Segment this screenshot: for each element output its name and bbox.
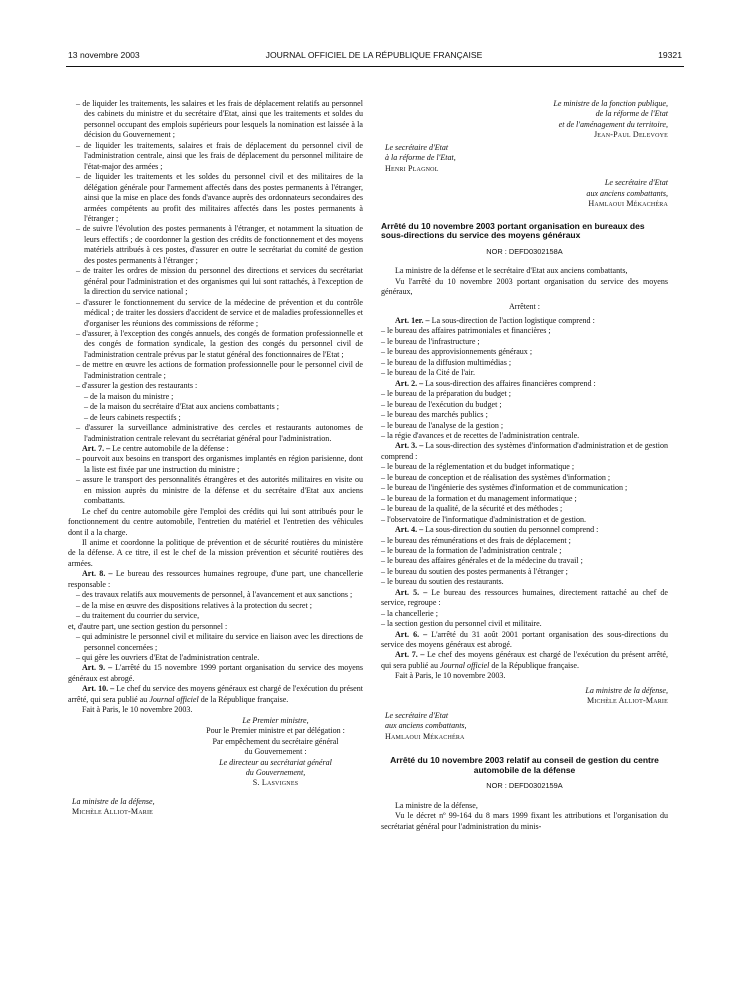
article-label: Art. 2. – (395, 378, 424, 388)
article-text: L'arrêté du 31 août 2001 portant organisation des sous-directions du service des moyens généraux est abrogé. (381, 629, 668, 650)
list-item: – le bureau de l'analyse de la gestion ; (381, 420, 504, 430)
list-item: – la régie d'avances et de recettes de l'administration centrale. (381, 430, 580, 440)
article-text: de la République française. (489, 660, 579, 670)
nor-reference: NOR : DEFD0302158A (486, 246, 563, 256)
list-item: – de leurs cabinets respectifs ; (84, 412, 181, 422)
list-item: – le bureau de l'ingénierie des systèmes d'information et de communication ; (381, 483, 628, 493)
list-item: – pourvoit aux besoins en transport des organismes implantés en région parisienne, dont la liste est fixée par une instruction du ministre ; (76, 454, 363, 474)
list-item: – qui administre le personnel civil et militaire du service en liaison avec les directions de personnel concernées ; (76, 632, 363, 652)
list-item: – le bureau de la formation et du management informatique ; (381, 493, 577, 503)
signature-block (381, 686, 668, 707)
article-6 (381, 630, 668, 651)
signature-block (381, 143, 668, 174)
article-text: La sous-direction du soutien du personnel comprend : (423, 525, 599, 535)
article-8 (68, 569, 363, 590)
article-text: Le chef du service des moyens généraux est chargé de l'exécution du présent arrêté, qui sera publié au (68, 684, 363, 704)
list-item: – le bureau de l'infrastructure ; (381, 336, 480, 346)
article-label: Art. 3. – (395, 441, 424, 451)
article-text: Le bureau des ressources humaines, directement rattaché au chef de service, regroupe : (381, 587, 669, 608)
list-item: – de liquider les traitements, les salaires et les frais de déplacement relatifs au personnel des cabinets du ministre et du secrétaire d'Etat, ainsi que les traitements et soldes du personnel occupant des emplois supérieurs pour lesquels la nomination est laissée à la décision du Gouvernement ; (76, 99, 363, 140)
spacer (68, 789, 363, 797)
list-item: – qui gère les ouvriers d'Etat de l'administration centrale. (76, 653, 260, 663)
signer-title: Le secrétaire d'Etat (385, 710, 449, 720)
paragraph: La ministre de la défense, (395, 800, 478, 810)
list-item: – le bureau de la diffusion multimédias ; (381, 357, 512, 367)
list-item: – le bureau des rémunérations et des frais de déplacement ; (381, 535, 571, 545)
list-item: – le bureau du soutien des restaurants. (381, 577, 504, 587)
page-header (0, 50, 748, 66)
article-5 (381, 588, 668, 609)
article-label: Art. 7. – (82, 443, 111, 453)
article-label: Art. 7. – (395, 650, 425, 660)
list-item: – le bureau de la préparation du budget ; (381, 389, 512, 399)
list-item: – de la maison du secrétaire d'Etat aux anciens combattants ; (84, 402, 279, 412)
signer-name: Michèle Alliot-Marie (72, 807, 154, 817)
signer-name: Michèle Alliot-Marie (586, 696, 668, 706)
article-9 (68, 663, 363, 684)
decree-title: Arrêté du 10 novembre 2003 relatif au conseil de gestion du centre automobile de la défense (390, 755, 659, 775)
right-column (381, 99, 668, 832)
signer-title: Le secrétaire d'Etat (604, 178, 668, 188)
article-text: La sous-direction des systèmes d'information d'administration et de gestion comprend : (381, 441, 668, 461)
signature-block (381, 711, 668, 742)
article-7 (68, 444, 363, 454)
signature-date: Fait à Paris, le 10 novembre 2003. (82, 705, 193, 715)
list-item: – le bureau des approvisionnements généraux ; (381, 347, 533, 357)
paragraph: et, d'autre part, une section gestion du personnel : (68, 621, 228, 631)
list-item: – la chancellerie ; (381, 608, 438, 618)
list-item: – de la mise en œuvre des dispositions relatives à la protection du secret ; (76, 600, 312, 610)
paragraph: La ministre de la défense et le secrétaire d'Etat aux anciens combattants, (395, 266, 628, 276)
article-4 (381, 525, 668, 535)
signer-title: Le secrétaire d'Etat (385, 142, 449, 152)
article-2 (381, 379, 668, 389)
signer-line: du Gouvernement, (245, 768, 306, 777)
list-item: – de traiter les ordres de mission du personnel des directions et services du secrétariat général pour l'administration et des organismes qui lui sont rattachés, à l'exception de la direction du service national ; (76, 266, 363, 297)
signer-name: Henri Plagnol (385, 163, 439, 173)
list-item: – le bureau de la réglementation et du budget informatique ; (381, 462, 575, 472)
list-item: – le bureau des affaires patrimoniales et financières ; (381, 326, 551, 336)
signer-title: à la réforme de l'Etat, (385, 153, 456, 163)
signature-date: Fait à Paris, le 10 novembre 2003. (395, 671, 506, 681)
list-item: – le bureau des affaires générales et de la médecine du travail ; (381, 556, 583, 566)
signer-line: du Gouvernement : (244, 747, 307, 757)
journal-name: Journal officiel (440, 660, 490, 670)
article-10 (68, 684, 363, 705)
list-item: – d'assurer la gestion des restaurants : (76, 381, 198, 391)
list-item: – d'assurer, à l'exception des congés annuels, des congés de formation professionnelle et des congés de formation syndicale, la gestion des congés du personnel civil de l'administration centrale prévus par le statut général des fonctionnaires de l'Etat ; (76, 328, 363, 359)
list-item: – de mettre en œuvre les actions de formation professionnelle pour le personnel civil de l'administration centrale ; (76, 360, 363, 380)
article-text: Le chef des moyens généraux est chargé de l'exécution du présent arrêté, qui sera publié au (381, 650, 669, 670)
list-item: – d'assurer la surveillance administrative des cercles et restaurants autonomes de l'administration centrale relevant du secrétariat général pour l'administration. (76, 423, 363, 443)
list-item: – le bureau de conception et de réalisation des systèmes d'information ; (381, 472, 611, 482)
article-text: L'arrêté du 15 novembre 1999 portant organisation du service des moyens généraux est abrogé. (68, 663, 364, 683)
article-1 (381, 316, 668, 326)
signer-title: aux anciens combattants, (385, 721, 467, 731)
article-text: La sous-direction de l'action logistique comprend : (429, 315, 595, 325)
signer-title: La ministre de la défense, (72, 796, 155, 806)
page-number: 19321 (658, 50, 682, 60)
article-label: Art. 8. – (82, 569, 113, 579)
signature-block (381, 99, 668, 141)
left-column (68, 99, 363, 818)
header-rule (66, 66, 684, 67)
signer-name: Hamlaoui Mékachéra (588, 199, 668, 209)
article-text: Le centre automobile de la défense : (110, 443, 229, 453)
nor-reference: NOR : DEFD0302159A (486, 781, 563, 791)
signer-name: S. Lasvignes (252, 778, 299, 788)
signer-title: de la réforme de l'Etat (595, 109, 668, 119)
list-item: – de liquider les traitements, salaires et frais de déplacement du personnel civil de l'administration centrale, ainsi que les frais de déplacement du personnel militaire de l'état-major des armées ; (76, 140, 363, 171)
signer-name: Jean-Paul Delevoye (593, 130, 668, 140)
list-item: – assure le transport des personnalités étrangères et des autorités militaires en visite ou en mission auprès du ministre de la défense et du secrétaire d'Etat aux anciens combattants. (76, 475, 363, 506)
list-item: – du traitement du courrier du service, (76, 611, 200, 621)
article-label: Art. 10. – (82, 684, 115, 694)
article-label: Art. 1er. – (395, 315, 430, 325)
article-label: Art. 6. – (395, 629, 428, 639)
paragraph: Il anime et coordonne la politique de prévention et de sécurité routières du ministère de la défense. A ce titre, il est le chef de la mission prévention et sécurité routières des armées. (68, 538, 363, 568)
list-item: – le bureau du soutien des postes permanents à l'étranger ; (381, 566, 568, 576)
list-item: – le bureau de la qualité, de la sécurité et des méthodes ; (381, 504, 563, 514)
signature-block (68, 716, 363, 789)
signer-title: et de l'aménagement du territoire, (558, 119, 668, 129)
paragraph: Vu l'arrêté du 10 novembre 2003 portant organisation du service des moyens généraux, (381, 276, 668, 297)
list-item: – le bureau de la Cité de l'air. (381, 368, 475, 378)
paragraph: Vu le décret nº 99-164 du 8 mars 1999 fixant les attributions et l'organisation du secrétariat général pour l'administration du minis- (381, 811, 668, 831)
signer-line: Le directeur au secrétariat général (219, 757, 332, 767)
signer-name: Hamlaoui Mékachéra (385, 731, 465, 741)
signer-line: Par empêchement du secrétaire général (212, 736, 339, 746)
article-label: Art. 4. – (395, 525, 424, 535)
signer-line: Pour le Premier ministre et par délégation : (206, 726, 345, 736)
article-text: La sous-direction des affaires financières comprend : (423, 378, 596, 388)
signer-title: La ministre de la défense, (585, 685, 668, 695)
list-item: – d'assurer le fonctionnement du service de la médecine de prévention et du contrôle médical ; de traiter les dossiers d'accident de service et de maladies professionnelles et d'organiser les réunions des commissions de réforme ; (76, 297, 363, 328)
list-item: – le bureau de la formation de l'administration centrale ; (381, 545, 562, 555)
list-item: – le bureau de l'exécution du budget ; (381, 399, 502, 409)
article-text: de la République française. (198, 694, 289, 704)
list-item: – de la maison du ministre ; (84, 391, 174, 401)
list-item: – le bureau des marchés publics ; (381, 410, 488, 420)
journal-name: Journal officiel (149, 694, 199, 704)
signer-title: aux anciens combattants, (586, 188, 668, 198)
list-item: – la section gestion du personnel civil et militaire. (381, 619, 542, 629)
signature-block (381, 178, 668, 209)
header-date: 13 novembre 2003 (68, 50, 140, 60)
article-label: Art. 9. – (82, 663, 113, 673)
decree-title: Arrêté du 10 novembre 2003 portant organisation en bureaux des sous-directions du service des moyens généraux (381, 220, 645, 241)
list-item: – de suivre l'évolution des postes permanents à l'étranger, et notamment la situation de leurs effectifs ; de coordonner la gestion des crédits de fonctionnement et des moyens matériels attribués à ces postes, d'assurer en outre le secrétariat du comité de gestion des postes permanents à l'étranger ; (76, 224, 363, 265)
paragraph: Le chef du centre automobile gère l'emploi des crédits qui lui sont attribués pour le fonctionnement du centre automobile, l'entretien du matériel et l'entretien des véhicules dont il a la charge. (68, 506, 363, 537)
article-7 (381, 650, 668, 671)
list-item: – des travaux relatifs aux mouvements de personnel, à l'avancement et aux sanctions ; (76, 590, 353, 600)
journal-title: JOURNAL OFFICIEL DE LA RÉPUBLIQUE FRANÇAISE (265, 50, 483, 60)
article-3 (381, 441, 668, 462)
signer-title: Le ministre de la fonction publique, (553, 99, 668, 108)
article-label: Art. 5. – (395, 587, 428, 597)
signer-title: Le Premier ministre, (242, 715, 309, 725)
article-text: Le bureau des ressources humaines regroupe, d'une part, une chancellerie responsable : (68, 569, 363, 589)
list-item: – de liquider les traitements et les soldes du personnel civil et des militaires de la délégation générale pour l'armement affectés dans des postes permanents à l'étranger, ainsi que la mise en place des fonds d'avance auprès des ordonnateurs secondaires des armées compétents au profit des militaires affectés dans les postes permanents à l'étranger ; (76, 172, 363, 223)
enacting-clause: Arrêtent : (508, 301, 541, 311)
list-item: – l'observatoire de l'informatique d'administration et de gestion. (381, 514, 587, 524)
